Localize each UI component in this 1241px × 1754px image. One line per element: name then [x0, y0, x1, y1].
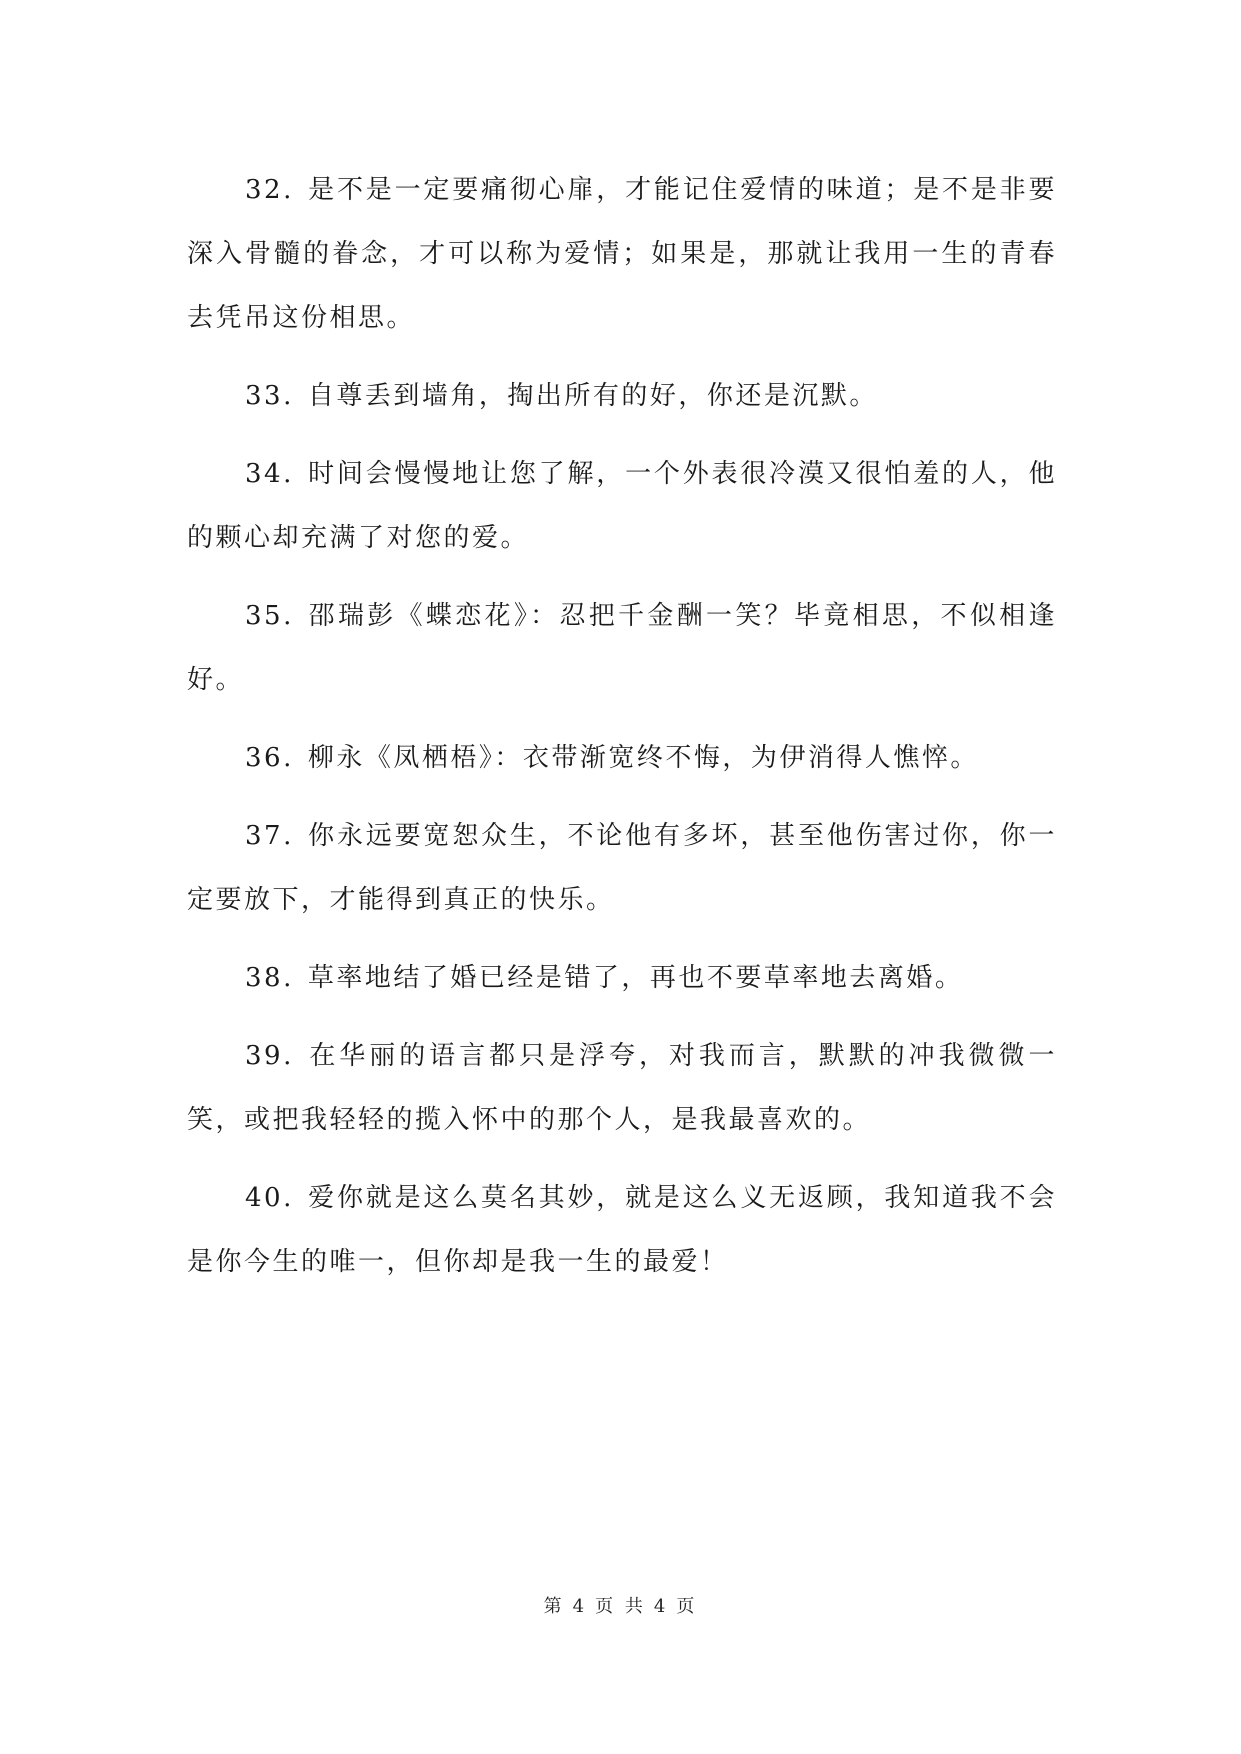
paragraph-number: 39.	[245, 1041, 294, 1071]
paragraph-number: 37.	[245, 821, 294, 851]
document-body	[187, 158, 1057, 1308]
paragraph-text: 自尊丢到墙角，掏出所有的好，你还是沉默。	[307, 381, 878, 411]
paragraph-text: 爱你就是这么莫名其妙，就是这么义无返顾，我知道我不会是你今生的唯一，但你却是我一生的最爱！	[187, 1183, 1057, 1277]
paragraph-text: 你永远要宽恕众生，不论他有多坏，甚至他伤害过你，你一定要放下，才能得到真正的快乐。	[187, 821, 1057, 915]
paragraph-37	[187, 804, 1057, 932]
paragraph-text: 在华丽的语言都只是浮夸，对我而言，默默的冲我微微一笑，或把我轻轻的揽入怀中的那个人，是我最喜欢的。	[187, 1041, 1057, 1135]
paragraph-35	[187, 584, 1057, 712]
footer-suffix: 页	[676, 1596, 698, 1617]
page-footer	[0, 1592, 1241, 1618]
paragraph-number: 36.	[245, 743, 294, 773]
paragraph-number: 38.	[245, 963, 294, 993]
paragraph-33	[187, 364, 1057, 428]
current-page-number: 4	[572, 1596, 588, 1617]
paragraph-36	[187, 726, 1057, 790]
paragraph-32	[187, 158, 1057, 350]
paragraph-text: 草率地结了婚已经是错了，再也不要草率地去离婚。	[307, 963, 964, 993]
paragraph-38	[187, 946, 1057, 1010]
paragraph-34	[187, 442, 1057, 570]
paragraph-text: 是不是一定要痛彻心扉，才能记住爱情的味道；是不是非要深入骨髓的眷念，才可以称为爱情；如果是，那就让我用一生的青春去凭吊这份相思。	[187, 175, 1057, 333]
paragraph-number: 35.	[245, 601, 294, 631]
paragraph-number: 34.	[245, 459, 294, 489]
paragraph-39	[187, 1024, 1057, 1152]
paragraph-number: 32.	[245, 175, 294, 205]
paragraph-40	[187, 1166, 1057, 1294]
paragraph-text: 邵瑞彭《蝶恋花》：忍把千金酬一笑？毕竟相思，不似相逢好。	[187, 601, 1057, 695]
paragraph-text: 柳永《凤栖梧》：衣带渐宽终不悔，为伊消得人憔悴。	[307, 743, 979, 773]
paragraph-text: 时间会慢慢地让您了解，一个外表很冷漠又很怕羞的人，他的颗心却充满了对您的爱。	[187, 459, 1057, 553]
total-page-number: 4	[653, 1596, 669, 1617]
paragraph-number: 40.	[245, 1183, 294, 1213]
paragraph-number: 33.	[245, 381, 294, 411]
footer-middle: 页 共	[595, 1596, 646, 1617]
footer-prefix: 第	[543, 1596, 565, 1617]
